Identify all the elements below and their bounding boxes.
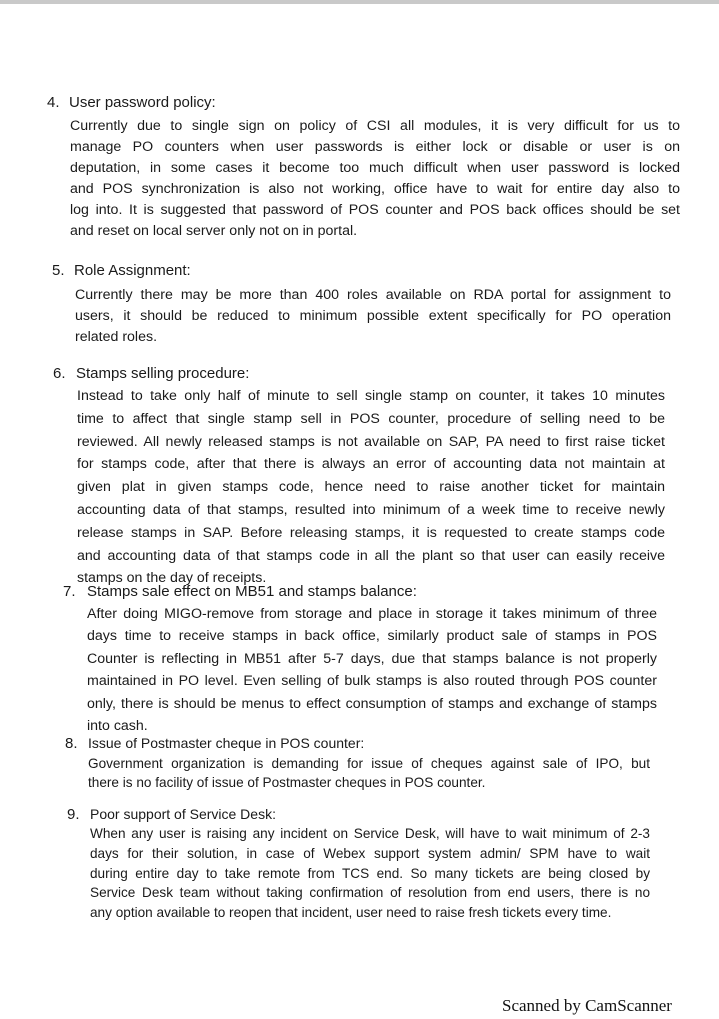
text-line: and accounting data of that stamps code in all the plant so that user can easily receive	[77, 547, 665, 564]
item-heading: Stamps sale effect on MB51 and stamps balance:	[87, 583, 417, 600]
text-line: into cash.	[87, 717, 148, 734]
text-line: time to affect that single stamp sell in POS counter, procedure of selling need to be	[77, 410, 665, 427]
item-heading: Stamps selling procedure:	[76, 365, 250, 382]
item-heading: User password policy:	[69, 94, 216, 111]
item-paragraph	[87, 603, 657, 737]
text-line: Currently due to single sign on policy of CSI all modules, it is very difficult for us to	[70, 118, 680, 134]
text-line: days time to receive stamps in back office, similarly product sale of stamps in POS	[87, 628, 657, 645]
item-paragraph	[88, 755, 650, 792]
item-heading: Poor support of Service Desk:	[90, 806, 276, 822]
item-number: 9.	[67, 806, 80, 823]
scan-top-edge	[0, 0, 719, 4]
text-line: accounting data of that stamps, resulted into minimum of a week time to receive newly	[77, 501, 665, 518]
text-line: maintained in PO level. Even selling of bulk stamps is also routed through POS counter	[87, 673, 657, 690]
item-heading: Issue of Postmaster cheque in POS counter:	[88, 735, 365, 751]
text-line: given plat in given stamps code, hence need to raise another ticket for maintain	[77, 479, 665, 496]
item-paragraph	[70, 116, 680, 242]
text-line: Government organization is demanding for issue of cheques against sale of IPO, but	[88, 756, 650, 771]
text-line: there is no facility of issue of Postmaster cheques in POS counter.	[88, 774, 486, 790]
text-line: during entire day to take remote from TCS end. So many tickets are being closed by	[90, 865, 650, 881]
text-line: Service Desk team without taking confirmation of resolution from end users, there is no	[90, 885, 650, 901]
text-line: for stamps code, after that there is always an error of accounting data not maintain at	[77, 456, 665, 473]
text-line: release stamps in SAP. Before releasing stamps, it is requested to create stamps code	[77, 524, 665, 541]
text-line: days for their solution, in case of Webex support system admin/ SPM have to wait	[90, 845, 650, 861]
text-line: deputation, in some cases it become too much difficult when user password is locked	[70, 160, 680, 176]
text-line: any option available to reopen that incident, user need to raise fresh tickets every time.	[90, 905, 612, 921]
text-line: and reset on local server only not on in portal.	[70, 223, 358, 239]
text-line: Counter is reflecting in MB51 after 5-7 days, due that stamps balance is not properly	[87, 650, 657, 667]
text-line: related roles.	[75, 329, 158, 345]
text-line: only, there is should be menus to effect consumption of stamps and exchange of stamps	[87, 695, 657, 712]
item-paragraph	[90, 824, 650, 923]
text-line: When any user is raising any incident on Service Desk, will have to wait minimum of 2-3	[90, 826, 650, 841]
text-line: log into. It is suggested that password of POS counter and POS back offices should be set	[70, 202, 680, 218]
item-number: 6.	[53, 365, 66, 382]
item-number: 7.	[63, 583, 76, 600]
text-line: reviewed. All newly released stamps is not available on SAP, PA need to first raise ticket	[77, 433, 665, 450]
scanner-watermark: Scanned by CamScanner	[502, 996, 672, 1015]
item-paragraph	[75, 285, 671, 348]
text-line: After doing MIGO-remove from storage and place in storage it takes minimum of three	[87, 606, 657, 622]
text-line: stamps on the day of receipts.	[77, 570, 267, 587]
item-number: 5.	[52, 262, 65, 279]
text-line: Currently there may be more than 400 roles available on RDA portal for assignment to	[75, 287, 671, 303]
item-number: 4.	[47, 94, 60, 111]
text-line: and POS synchronization is also not working, office have to wait for entire day also to	[70, 181, 680, 197]
text-line: Instead to take only half of minute to sell single stamp on counter, it takes 10 minutes	[77, 388, 665, 404]
text-line: manage PO counters when user passwords is either lock or disable or user is on	[70, 139, 680, 155]
item-heading: Role Assignment:	[74, 262, 191, 279]
item-number: 8.	[65, 735, 78, 752]
text-line: users, it should be reduced to minimum possible extent specifically for PO operation	[75, 308, 671, 324]
item-paragraph	[77, 385, 665, 590]
